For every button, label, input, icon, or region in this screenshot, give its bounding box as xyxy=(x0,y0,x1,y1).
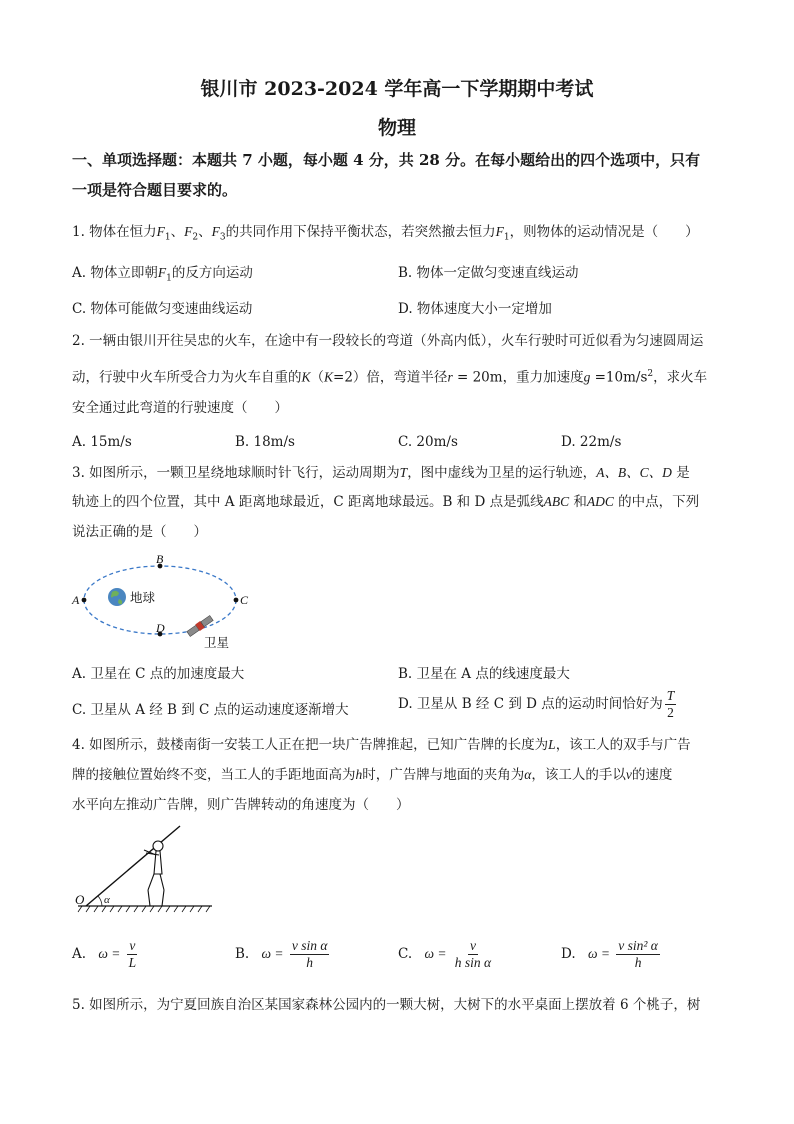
question-4-option-b: B. ω = $\frac{\text{v sin α}}{h}$ xyxy=(235,938,328,970)
label-c: C xyxy=(240,593,249,607)
question-2-option-a: A. 15m/s xyxy=(72,434,132,450)
question-2-stem-line1: 2. 一辆由银川开往吴忠的火车，在途中有一段较长的弯道（外高内低），火车行驶时可近似看为匀速圆周运 xyxy=(72,333,704,349)
question-2-option-c: C. 20m/s xyxy=(398,434,458,450)
question-3-option-a: A. 卫星在 C 点的加速度最大 xyxy=(72,666,245,682)
question-2-stem-line3: 安全通过此弯道的行驶速度（ ） xyxy=(72,400,288,416)
question-3-stem-line1: 3. 如图所示，一颗卫星绕地球顺时针飞行，运动周期为T，图中虚线为卫星的运行轨迹，A、B、C、D 是 xyxy=(72,465,690,481)
question-3-option-c: C. 卫星从 A 经 B 到 C 点的运动速度逐渐增大 xyxy=(72,702,349,718)
label-alpha: α xyxy=(104,894,110,906)
question-2-option-b: B. 18m/s xyxy=(235,434,295,450)
question-1-option-c: C. 物体可能做匀变速曲线运动 xyxy=(72,301,253,317)
question-5-stem-line1: 5. 如图所示，为宁夏回族自治区某国家森林公园内的一颗大树，大树下的水平桌面上摆放着 6 个桃子，树 xyxy=(72,997,701,1013)
question-4-option-d: D. ω = $\frac{\text{v sin² α}}{h}$ xyxy=(561,938,658,970)
question-3-option-d: D. 卫星从 B 经 C 到 D 点的运动时间恰好为 $\frac{T}{2}$ xyxy=(398,688,675,720)
label-b: B xyxy=(156,552,164,566)
question-1-stem: 1. 物体在恒力$F_1$、$F_2$、$F_3$的共同作用下保持平衡状态，若突然撤去恒力$F_1$，则物体的运动情况是（ ） xyxy=(72,224,699,243)
question-4-stem-line3: 水平向左推动广告牌，则广告牌转动的角速度为（ ） xyxy=(72,797,410,813)
angle-arc xyxy=(98,896,102,906)
section-heading: 一、单项选择题：本题共 7 小题，每小题 4 分，共 28 分。在每小题给出的四个选项中，只有 xyxy=(72,151,701,169)
question-4-option-a: A. ω = $\frac{v}{L}$ xyxy=(72,938,137,970)
orbit-figure xyxy=(70,552,260,652)
billboard-line xyxy=(86,826,180,906)
question-3-stem-line3: 说法正确的是（ ） xyxy=(72,524,207,540)
satellite-icon xyxy=(186,615,214,638)
question-3-stem-line2: 轨迹上的四个位置，其中 A 距离地球最近，C 距离地球最远。B 和 D 点是弧线ABC 和ADC 的中点，下列 xyxy=(72,494,700,510)
subject-title: 物理 xyxy=(377,117,416,139)
question-1-option-b: B. 物体一定做匀变速直线运动 xyxy=(398,265,579,281)
question-4-option-c: C. ω = $\frac{v}{\text{h sin α}}$ xyxy=(398,938,492,970)
question-1-option-a: A. 物体立即朝$F_1$的反方向运动 xyxy=(72,265,253,284)
question-2-option-d: D. 22m/s xyxy=(561,434,622,450)
exam-title: 银川市 2023-2024 学年高一下学期期中考试 xyxy=(200,78,594,100)
question-2-stem-line2: 动，行驶中火车所受合力为火车自重的K（K=2）倍，弯道半径r = 20m，重力加速度$g =10m/s^2$，求火车 xyxy=(72,369,708,386)
fraction-t-over-2: $\frac{T}{2}$ xyxy=(666,688,675,720)
label-a: A xyxy=(72,593,80,607)
ground-hatching xyxy=(78,906,210,912)
label-earth: 地球 xyxy=(130,590,156,605)
question-1-option-d: D. 物体速度大小一定增加 xyxy=(398,301,552,317)
label-o: O xyxy=(75,892,85,907)
earth-icon xyxy=(108,588,126,606)
point-c-dot xyxy=(234,598,239,603)
label-satellite: 卫星 xyxy=(204,635,230,650)
label-d: D xyxy=(156,621,165,635)
section-heading-cont: 一项是符合题目要求的。 xyxy=(72,181,238,199)
question-3-option-b: B. 卫星在 A 点的线速度最大 xyxy=(398,666,570,682)
question-4-stem-line2: 牌的接触位置始终不变，当工人的手距地面高为h时，广告牌与地面的夹角为α，该工人的手以v的速度 xyxy=(72,767,673,783)
billboard-figure xyxy=(72,820,222,920)
point-a-dot xyxy=(82,598,87,603)
worker-icon xyxy=(144,841,164,906)
question-4-stem-line1: 4. 如图所示，鼓楼南街一安装工人正在把一块广告牌推起，已知广告牌的长度为L，该工人的双手与广告 xyxy=(72,737,691,753)
